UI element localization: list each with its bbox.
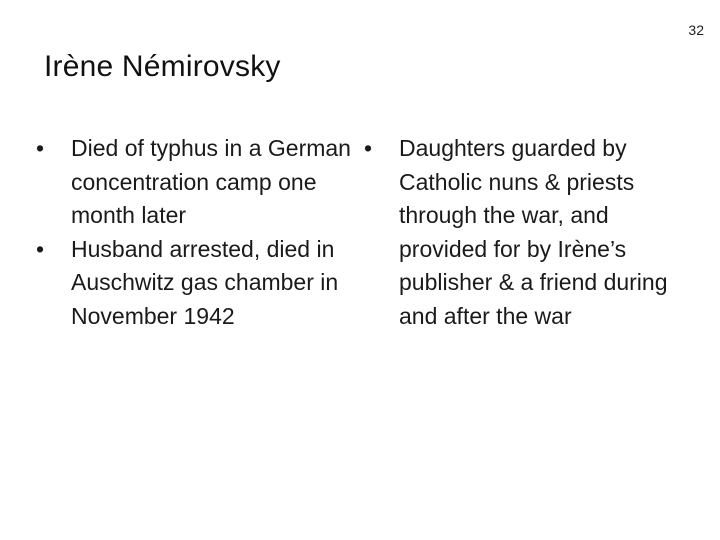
bullet-text: Daughters guarded by Catholic nuns & priests through the war, and provided for by Irène’s publisher & a friend during and after the war [399,135,668,329]
bullet-icon: • [36,235,45,262]
left-bullet-list [36,132,354,333]
list-item [36,233,354,334]
list-item [364,132,694,333]
page-title: Irène Némirovsky [44,50,281,83]
bullet-icon: • [36,135,45,161]
list-item [36,132,354,233]
bullet-text: Died of typhus in a German concentration camp one month later [71,135,351,228]
page-number: 32 [688,22,704,38]
bullet-text: Husband arrested, died in Auschwitz gas chamber in November 1942 [71,235,339,329]
bullet-icon: • [364,135,373,161]
right-bullet-list [364,132,694,333]
